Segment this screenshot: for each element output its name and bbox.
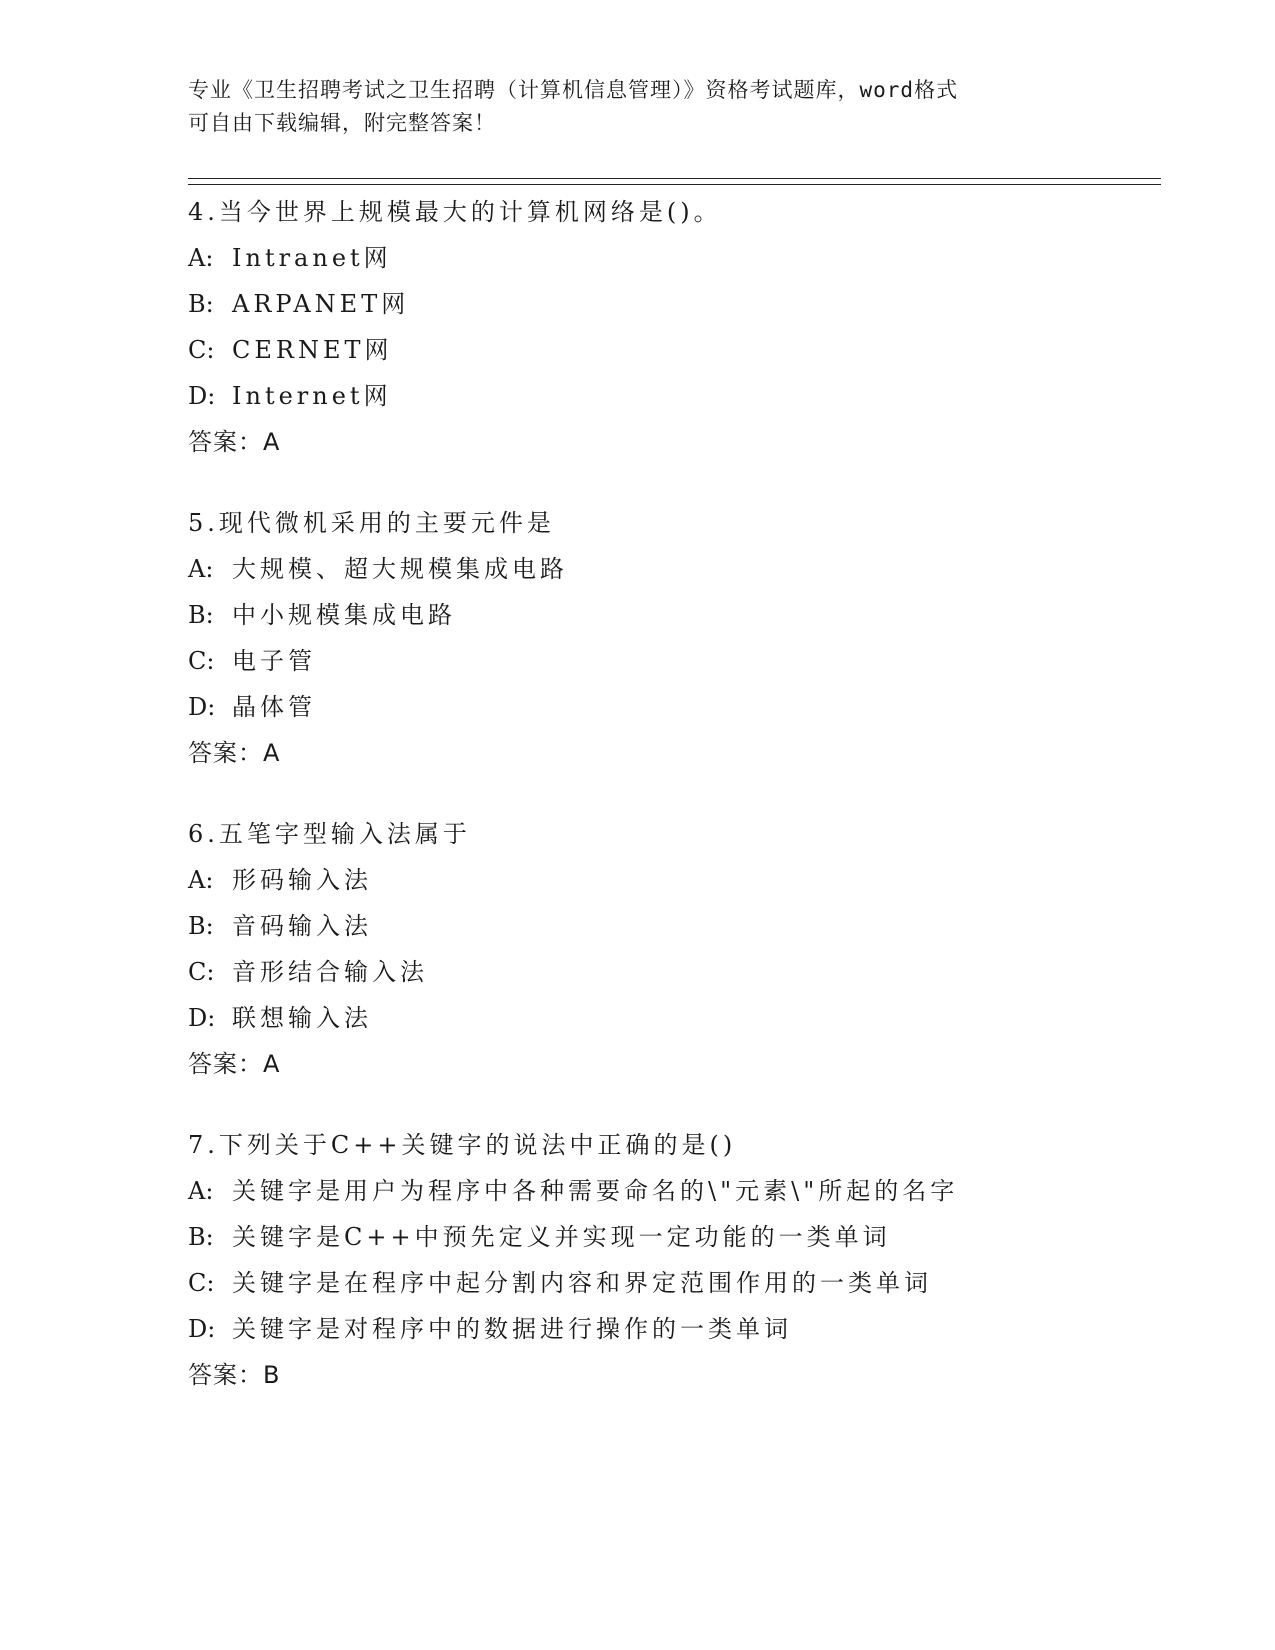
question-stem: 7.下列关于C++关键字的说法中正确的是() (188, 1131, 737, 1159)
option-text: 关键字是对程序中的数据进行操作的一类单词 (232, 1315, 792, 1343)
option-key: D: (188, 1004, 216, 1032)
option-key: B: (188, 601, 214, 629)
answer-line: 答案：A (188, 428, 281, 456)
option-text: 电子管 (232, 647, 316, 675)
question-5 (188, 500, 1148, 776)
option-d (188, 684, 1148, 730)
option-key: C: (188, 336, 215, 364)
option-key: A: (188, 866, 214, 894)
question-4 (188, 189, 1148, 465)
option-text: Intranet网 (232, 244, 392, 272)
option-text: 关键字是在程序中起分割内容和界定范围作用的一类单词 (232, 1269, 932, 1297)
option-key: A: (188, 244, 214, 272)
option-key: B: (188, 290, 214, 318)
option-text: 中小规模集成电路 (232, 601, 456, 629)
option-d (188, 995, 1148, 1041)
option-a (188, 235, 1148, 281)
option-key: B: (188, 1223, 214, 1251)
option-text: CERNET网 (232, 336, 393, 364)
option-a (188, 1168, 1148, 1214)
document-header (188, 74, 1068, 140)
option-b (188, 281, 1148, 327)
option-d (188, 373, 1148, 419)
option-c (188, 949, 1148, 995)
option-a (188, 857, 1148, 903)
option-text: 联想输入法 (232, 1004, 372, 1032)
option-text: 关键字是C++中预先定义并实现一定功能的一类单词 (232, 1223, 891, 1251)
question-6 (188, 811, 1148, 1087)
question-list (188, 189, 1148, 1433)
header-line-1: 专业《卫生招聘考试之卫生招聘（计算机信息管理）》资格考试题库，word格式 (188, 78, 959, 102)
option-c (188, 638, 1148, 684)
question-stem: 5.现代微机采用的主要元件是 (188, 509, 555, 537)
question-stem: 6.五笔字型输入法属于 (188, 820, 471, 848)
option-text: 音码输入法 (232, 912, 372, 940)
option-b (188, 903, 1148, 949)
option-key: D: (188, 1315, 216, 1343)
option-key: D: (188, 382, 216, 410)
option-b (188, 592, 1148, 638)
question-stem: 4.当今世界上规模最大的计算机网络是()。 (188, 198, 722, 226)
answer-line: 答案：A (188, 1050, 281, 1078)
option-key: A: (188, 555, 214, 583)
option-a (188, 546, 1148, 592)
option-c (188, 327, 1148, 373)
option-key: A: (188, 1177, 214, 1205)
header-line-2: 可自由下载编辑，附完整答案！ (188, 111, 496, 135)
option-key: C: (188, 647, 215, 675)
option-key: D: (188, 693, 216, 721)
option-key: C: (188, 958, 215, 986)
option-key: B: (188, 912, 214, 940)
option-d (188, 1306, 1148, 1352)
option-text: 形码输入法 (232, 866, 372, 894)
answer-line: 答案：A (188, 739, 281, 767)
option-text: ARPANET网 (232, 290, 410, 318)
option-b (188, 1214, 1148, 1260)
option-c (188, 1260, 1148, 1306)
option-text: 大规模、超大规模集成电路 (232, 555, 568, 583)
header-divider (188, 178, 1161, 185)
answer-line: 答案：B (188, 1361, 281, 1389)
question-7 (188, 1122, 1148, 1398)
option-text: Internet网 (232, 382, 392, 410)
option-key: C: (188, 1269, 215, 1297)
option-text: 关键字是用户为程序中各种需要命名的\"元素\"所起的名字 (232, 1177, 959, 1205)
option-text: 音形结合输入法 (232, 958, 428, 986)
option-text: 晶体管 (232, 693, 316, 721)
